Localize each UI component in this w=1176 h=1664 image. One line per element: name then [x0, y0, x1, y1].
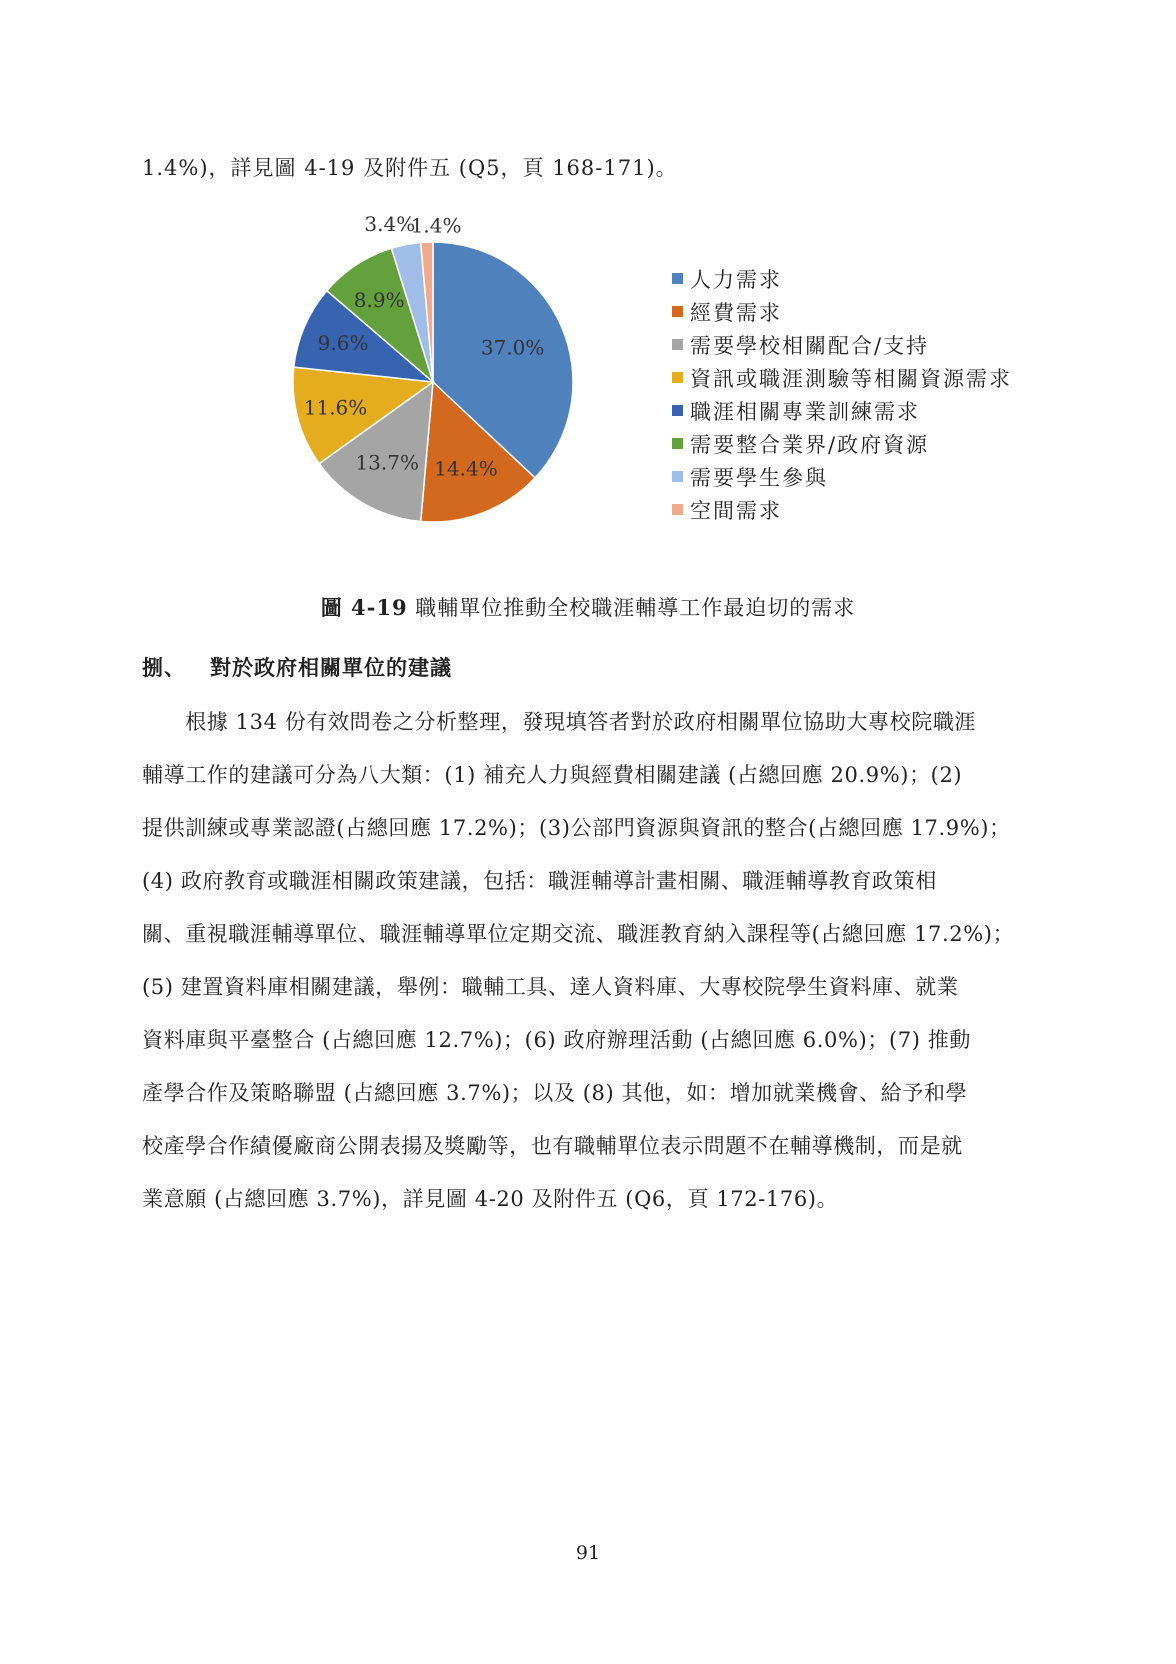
legend-swatch [672, 273, 683, 284]
legend-item [672, 493, 1012, 526]
section-number: 捌、 [142, 655, 186, 680]
paragraph-line: 產學合作及策略聯盟 (占總回應 3.7%)；以及 (8) 其他，如：增加就業機會、給予和學 [142, 1081, 968, 1105]
paragraph-line: (5) 建置資料庫相關建議，舉例：職輔工具、達人資料庫、大專校院學生資料庫、就業 [142, 975, 959, 999]
legend-label: 空間需求 [690, 498, 782, 523]
slice-data-label: 3.4% [364, 212, 416, 237]
legend-item [672, 427, 1012, 460]
page-number: 91 [575, 1542, 601, 1564]
paragraph-line: 關、重視職涯輔導單位、職涯輔導單位定期交流、職涯教育納入課程等(占總回應 17.2%)； [142, 922, 1015, 946]
slice-data-label: 37.0% [480, 335, 545, 360]
legend-swatch [672, 405, 683, 416]
legend-item [672, 295, 1012, 328]
legend-swatch [672, 372, 683, 383]
pie-chart [260, 205, 600, 535]
slice-data-label: 13.7% [355, 450, 419, 475]
legend-item [672, 361, 1012, 394]
body-paragraph [142, 707, 1038, 1237]
paragraph-line: 業意願 (占總回應 3.7%)，詳見圖 4-20 及附件五 (Q6，頁 172-176)。 [142, 1187, 839, 1211]
legend-item [672, 394, 1012, 427]
legend-item [672, 460, 1012, 493]
figure-caption [0, 592, 1176, 622]
slice-data-label: 14.4% [434, 456, 498, 481]
section-title: 對於政府相關單位的建議 [210, 655, 452, 680]
figure-number: 圖 4-19 [320, 595, 408, 620]
figure-caption-text: 職輔單位推動全校職涯輔導工作最迫切的需求 [415, 596, 856, 620]
legend-swatch [672, 471, 683, 482]
slice-data-label: 9.6% [317, 331, 369, 356]
legend-label: 需要學生參與 [690, 465, 828, 490]
chart-legend [672, 262, 1012, 526]
legend-label: 資訊或職涯測驗等相關資源需求 [690, 366, 1012, 391]
paragraph-line: 提供訓練或專業認證(占總回應 17.2%)；(3)公部門資源與資訊的整合(占總回應 17.9%)； [142, 816, 1011, 840]
legend-swatch [672, 306, 683, 317]
legend-label: 職涯相關專業訓練需求 [690, 399, 920, 424]
legend-swatch [672, 438, 683, 449]
slice-data-label: 8.9% [353, 288, 405, 313]
intro-line: 1.4%)，詳見圖 4-19 及附件五 (Q5，頁 168-171)。 [142, 156, 678, 180]
legend-item [672, 262, 1012, 295]
legend-swatch [672, 339, 683, 350]
legend-label: 需要整合業界/政府資源 [690, 432, 930, 457]
slice-data-label: 1.4% [410, 213, 462, 238]
legend-label: 人力需求 [690, 267, 782, 292]
legend-label: 經費需求 [690, 300, 782, 325]
slice-data-label: 11.6% [303, 395, 368, 420]
legend-label: 需要學校相關配合/支持 [690, 333, 930, 358]
paragraph-line: 輔導工作的建議可分為八大類：(1) 補充人力與經費相關建議 (占總回應 20.9%)；(2) [142, 763, 963, 787]
paragraph-line: 根據 134 份有效問卷之分析整理，發現填答者對於政府相關單位協助大專校院職涯 [142, 710, 977, 734]
paragraph-line: (4) 政府教育或職涯相關政策建議，包括：職涯輔導計畫相關、職涯輔導教育政策相 [142, 869, 937, 893]
legend-item [672, 328, 1012, 361]
paragraph-line: 校產學合作績優廠商公開表揚及獎勵等，也有職輔單位表示問題不在輔導機制，而是就 [142, 1134, 963, 1158]
legend-swatch [672, 504, 683, 515]
paragraph-line: 資料庫與平臺整合 (占總回應 12.7%)；(6) 政府辦理活動 (占總回應 6.0%)；(7) 推動 [142, 1028, 971, 1052]
section-heading [142, 652, 452, 682]
